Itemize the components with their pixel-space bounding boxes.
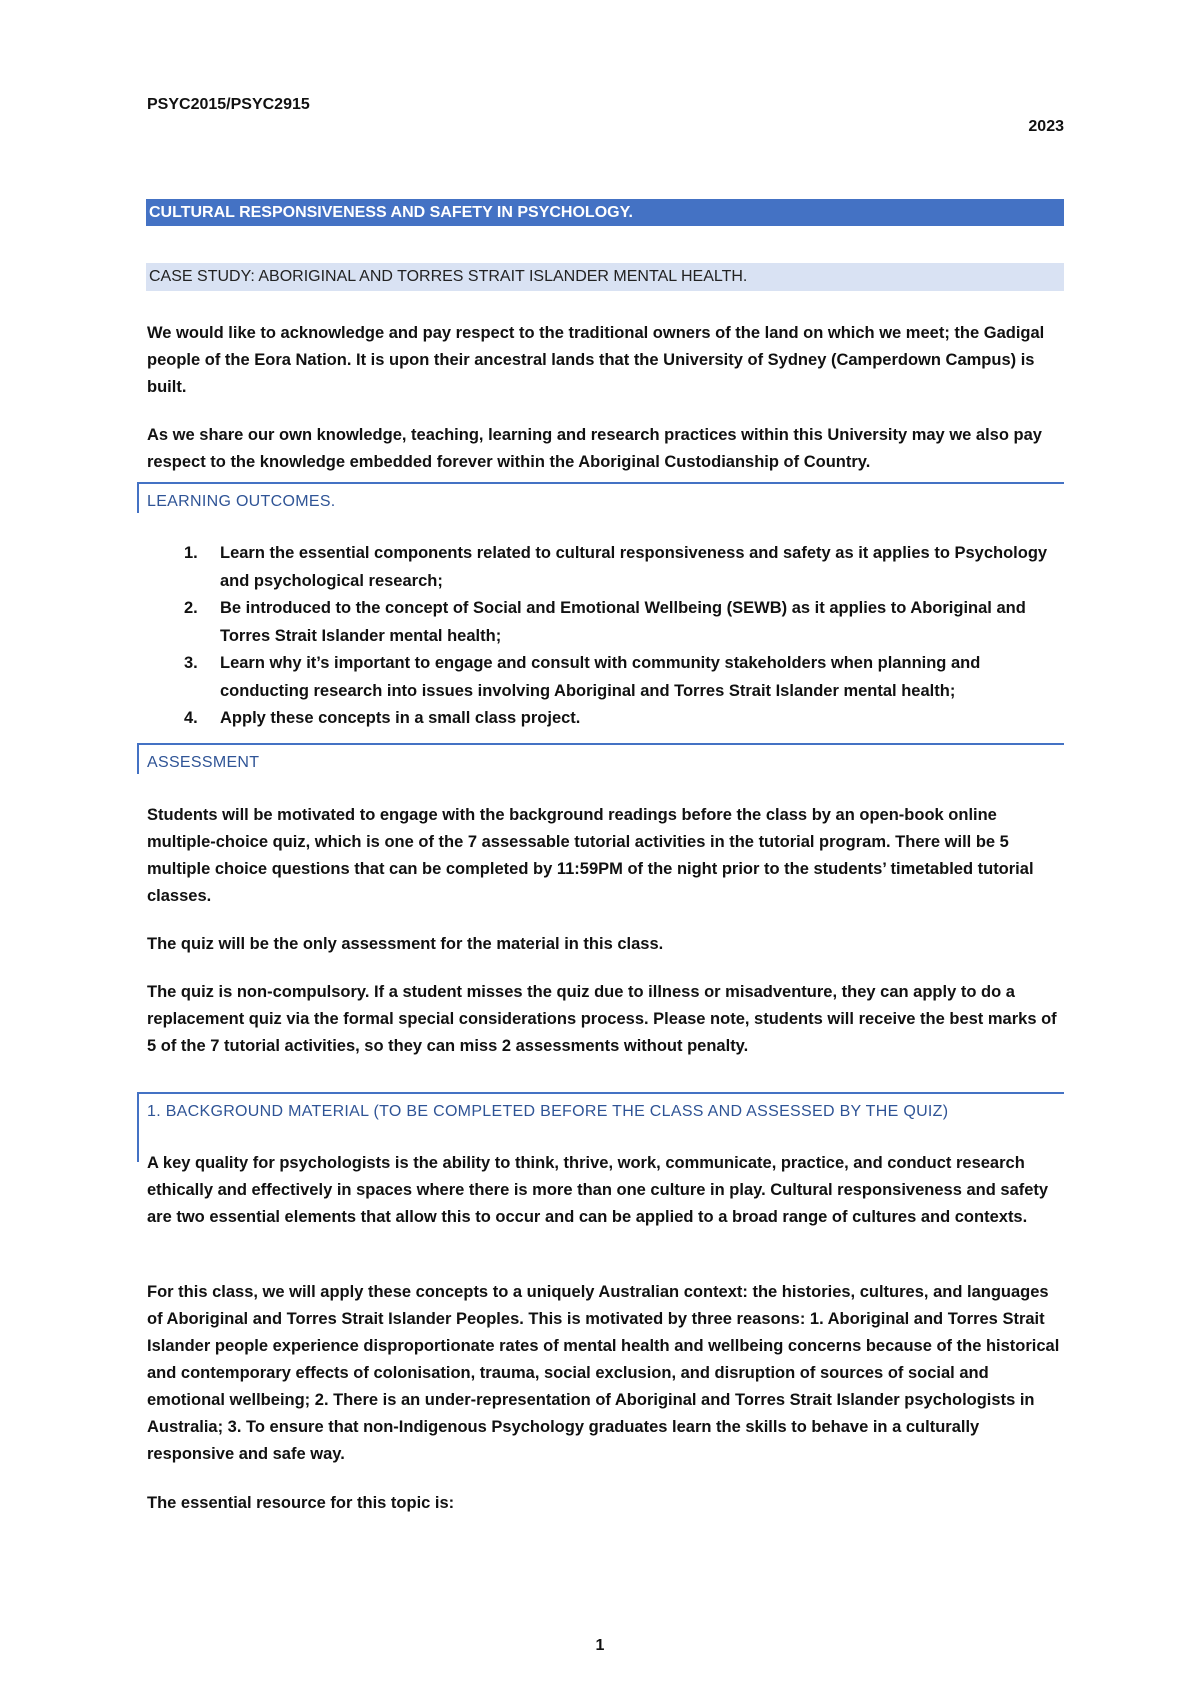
page-number: 1 xyxy=(595,1637,605,1654)
page-title: CULTURAL RESPONSIVENESS AND SAFETY IN PSYCHOLOGY. xyxy=(146,199,1064,226)
learning-outcomes-heading xyxy=(137,482,1064,513)
learning-outcomes-list xyxy=(147,540,1065,733)
list-item xyxy=(147,650,1065,705)
assessment-heading xyxy=(137,743,1064,774)
background-paragraph-3: The essential resource for this topic is: xyxy=(147,1494,455,1512)
list-item xyxy=(147,705,1065,733)
list-item-text: Learn why it’s important to engage and consult with community stakeholders when planning and conducting research into issues involving Aboriginal and Torres Strait Islander mental health; xyxy=(220,654,981,700)
year: 2023 xyxy=(1028,118,1064,135)
background-paragraph-2: For this class, we will apply these concepts to a uniquely Australian context: the histories, cultures, and languages of Aboriginal and Torres Strait Islander Peoples. This is motivated by three reasons: 1. Aboriginal and Torres Strait Islander people experience disproportionate rates of mental health and wellbeing concerns because of the historical and contemporary effects of colonisation, trauma, social exclusion, and disruption of sources of social and emotional wellbeing; 2. There is an under-representation of Aboriginal and Torres Strait Islander psychologists in Australia; 3. To ensure that non-Indigenous Psychology graduates learn the skills to behave in a culturally responsive and safe way. xyxy=(147,1283,1060,1463)
course-code: PSYC2015/PSYC2915 xyxy=(147,96,310,113)
list-item-text: Learn the essential components related to cultural responsiveness and safety as it applies to Psychology and psychological research; xyxy=(220,544,1048,590)
list-item-text: Apply these concepts in a small class project. xyxy=(220,709,581,727)
assessment-paragraph-3: The quiz is non-compulsory. If a student misses the quiz due to illness or misadventure, they can apply to do a replacement quiz via the formal special considerations process. Please note, students will receive the best marks of 5 of the 7 tutorial activities, so they can miss 2 assessments without penalty. xyxy=(147,983,1057,1055)
acknowledgement-paragraph-2: As we share our own knowledge, teaching, learning and research practices within this University may we also pay respect to the knowledge embedded forever within the Aboriginal Custodianship of Country. xyxy=(147,426,1042,471)
list-item-number: 4. xyxy=(184,709,198,727)
list-item-number: 1. xyxy=(184,544,198,562)
list-item xyxy=(147,595,1065,650)
assessment-paragraph-2: The quiz will be the only assessment for the material in this class. xyxy=(147,935,664,953)
list-item-number: 2. xyxy=(184,599,198,617)
list-item-text: Be introduced to the concept of Social and Emotional Wellbeing (SEWB) as it applies to Aboriginal and Torres Strait Islander mental health; xyxy=(220,599,1026,645)
assessment-heading-text: ASSESSMENT xyxy=(147,754,260,771)
list-item xyxy=(147,540,1065,595)
background-paragraph-1: A key quality for psychologists is the ability to think, thrive, work, communicate, practice, and conduct research ethically and effectively in spaces where there is more than one culture in play. Cultural responsiveness and safety are two essential elements that allow this to occur and can be applied to a broad range of cultures and contexts. xyxy=(147,1154,1049,1226)
learning-outcomes-heading-text: LEARNING OUTCOMES. xyxy=(147,493,336,510)
acknowledgement-paragraph-1: We would like to acknowledge and pay respect to the traditional owners of the land on which we meet; the Gadigal people of the Eora Nation. It is upon their ancestral lands that the University of Sydney (Camperdown Campus) is built. xyxy=(147,324,1045,396)
background-material-heading-text: 1. BACKGROUND MATERIAL (TO BE COMPLETED BEFORE THE CLASS AND ASSESSED BY THE QUIZ) xyxy=(147,1103,949,1120)
case-study-heading: CASE STUDY: ABORIGINAL AND TORRES STRAIT ISLANDER MENTAL HEALTH. xyxy=(146,263,1064,291)
assessment-paragraph-1: Students will be motivated to engage with the background readings before the class by an open-book online multiple-choice quiz, which is one of the 7 assessable tutorial activities in the tutorial program. There will be 5 multiple choice questions that can be completed by 11:59PM of the night prior to the students’ timetabled tutorial classes. xyxy=(147,806,1034,905)
list-item-number: 3. xyxy=(184,654,198,672)
